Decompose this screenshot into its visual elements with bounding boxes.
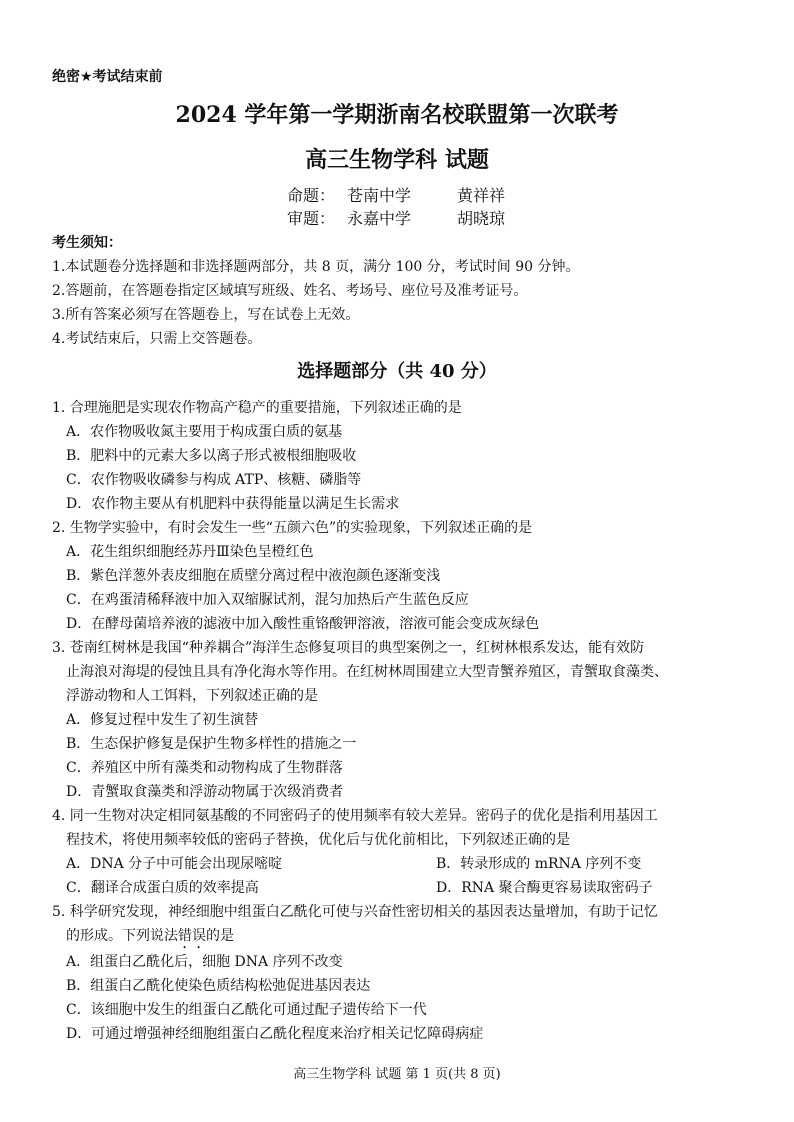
- reviewer-school: 永嘉中学: [347, 209, 412, 228]
- question-5-option-b: B．组蛋白乙酰化使染色质结构松弛促进基因表达: [66, 978, 371, 994]
- question-5-stem-line: 5. 科学研究发现，神经细胞中组蛋白乙酰化可使与兴奋性密切相关的基因表达量增加，有助于记忆: [52, 904, 658, 920]
- page-footer: 高三生物学科 试题 第 1 页(共 8 页): [293, 1067, 501, 1082]
- question-4-option-a: A．DNA 分子中可能会出现尿嘧啶: [66, 856, 283, 872]
- question-5-emphasis: 错误: [178, 928, 206, 944]
- proposer-school: 苍南中学: [347, 186, 412, 205]
- question-1-option-c: C．农作物吸收磷参与构成 ATP、核糖、磷脂等: [66, 472, 362, 488]
- question-5-stem-prefix: 的形成。下列说法: [66, 928, 178, 944]
- question-4-stem-line: 4. 同一生物对决定相同氨基酸的不同密码子的使用频率有较大差异。密码子的优化是指利用基因工: [52, 808, 658, 824]
- proposer-name: 黄祥祥: [457, 186, 506, 205]
- question-4-option-b: B．转录形成的 mRNA 序列不变: [436, 856, 642, 872]
- question-3-option-a: A．修复过程中发生了初生演替: [66, 712, 259, 728]
- question-5-option-c: C．该细胞中发生的组蛋白乙酰化可通过配子遗传给下一代: [66, 1002, 427, 1018]
- section-title: 选择题部分（共 40 分）: [297, 361, 497, 382]
- notice-heading: 考生须知：: [52, 235, 122, 251]
- confidential-mark: 绝密★考试结束前: [52, 69, 163, 85]
- question-2-option-c: C．在鸡蛋清稀释液中加入双缩脲试剂，混匀加热后产生蓝色反应: [66, 592, 469, 608]
- question-2-option-d: D．在酵母菌培养液的滤液中加入酸性重铬酸钾溶液，溶液可能会变成灰绿色: [66, 616, 540, 632]
- question-1-stem: 1. 合理施肥是实现农作物高产稳产的重要措施，下列叙述正确的是: [52, 400, 462, 416]
- question-5-option-d: D．可通过增强神经细胞组蛋白乙酰化程度来治疗相关记忆障碍病症: [66, 1026, 484, 1042]
- question-1-option-b: B．肥料中的元素大多以离子形式被根细胞吸收: [66, 448, 357, 464]
- question-4-option-c: C．翻译合成蛋白质的效率提高: [66, 880, 259, 896]
- question-2-stem: 2. 生物学实验中，有时会发生一些“五颜六色”的实验现象，下列叙述正确的是: [52, 520, 533, 536]
- notice-item: 3.所有答案必须写在答题卷上，写在试卷上无效。: [52, 307, 360, 323]
- exam-title: 2024 学年第一学期浙南名校联盟第一次联考: [175, 102, 619, 128]
- question-3-stem-line: 止海浪对海堤的侵蚀且具有净化海水等作用。在红树林周围建立大型青蟹养殖区，青蟹取食藻类、: [66, 664, 668, 680]
- question-5-option-a: A．组蛋白乙酰化后，细胞 DNA 序列不改变: [66, 954, 343, 970]
- notice-item: 1.本试题卷分选择题和非选择题两部分，共 8 页，满分 100 分，考试时间 90 分钟。: [52, 259, 580, 275]
- question-5-stem-suffix: 的是: [206, 928, 234, 944]
- question-1-option-d: D．农作物主要从有机肥料中获得能量以满足生长需求: [66, 496, 400, 512]
- question-4-option-d: D．RNA 聚合酶更容易读取密码子: [436, 880, 653, 896]
- notice-item: 4.考试结束后，只需上交答题卷。: [52, 331, 262, 347]
- exam-subtitle: 高三生物学科 试题: [305, 147, 489, 173]
- proposer-label: 命题：: [287, 186, 336, 205]
- question-4-stem-line: 程技术，将使用频率较低的密码子替换，优化后与优化前相比，下列叙述正确的是: [66, 832, 570, 848]
- question-3-option-d: D．青蟹取食藻类和浮游动物属于次级消费者: [66, 784, 344, 800]
- notice-item: 2.答题前，在答题卷指定区域填写班级、姓名、考场号、座位号及准考证号。: [52, 283, 528, 299]
- question-3-stem-line: 3. 苍南红树林是我国“种养耦合”海洋生态修复项目的典型案例之一，红树林根系发达，能有效防: [52, 640, 645, 656]
- question-3-option-b: B．生态保护修复是保护生物多样性的措施之一: [66, 736, 357, 752]
- question-2-option-a: A．花生组织细胞经苏丹Ⅲ染色呈橙红色: [66, 544, 314, 560]
- question-3-option-c: C．养殖区中所有藻类和动物构成了生物群落: [66, 760, 343, 776]
- reviewer-label: 审题：: [287, 209, 336, 228]
- question-5-stem-line: [66, 924, 234, 952]
- reviewer-name: 胡晓琼: [457, 209, 506, 228]
- question-2-option-b: B．紫色洋葱外表皮细胞在质壁分离过程中液泡颜色逐渐变浅: [66, 568, 441, 584]
- question-3-stem-line: 浮游动物和人工饵料，下列叙述正确的是: [66, 688, 318, 704]
- question-1-option-a: A．农作物吸收氮主要用于构成蛋白质的氨基: [66, 424, 343, 440]
